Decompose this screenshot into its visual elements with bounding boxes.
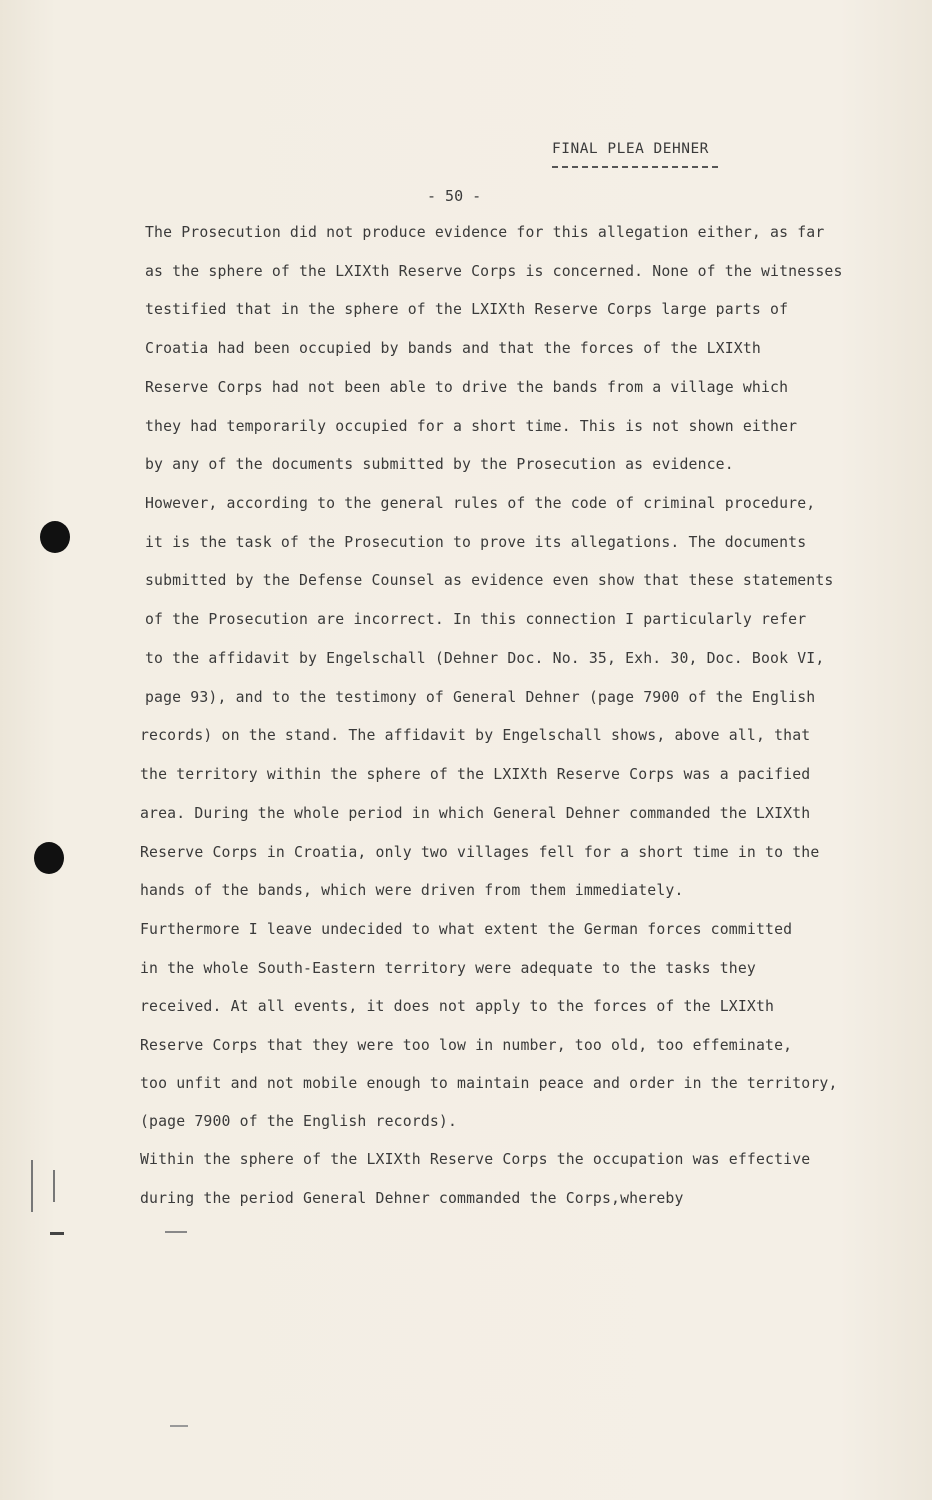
text-line: Reserve Corps had not been able to drive the bands from a village which	[145, 379, 789, 396]
text-line: to the affidavit by Engelschall (Dehner Doc. No. 35, Exh. 30, Doc. Book VI,	[145, 650, 825, 667]
text-line: Within the sphere of the LXIXth Reserve Corps the occupation was effective	[140, 1151, 811, 1168]
text-line: area. During the whole period in which General Dehner commanded the LXIXth	[140, 805, 811, 822]
text-line: during the period General Dehner commanded the Corps,whereby	[140, 1190, 684, 1207]
text-line: Croatia had been occupied by bands and that the forces of the LXIXth	[145, 340, 761, 357]
margin-mark	[165, 1231, 187, 1233]
text-line: in the whole South-Eastern territory were adequate to the tasks they	[140, 960, 756, 977]
text-line: records) on the stand. The affidavit by Engelschall shows, above all, that	[140, 727, 811, 744]
text-line: it is the task of the Prosecution to prove its allegations. The documents	[145, 534, 807, 551]
margin-mark	[53, 1170, 55, 1202]
text-line: Reserve Corps that they were too low in number, too old, too effeminate,	[140, 1037, 793, 1054]
text-line: The Prosecution did not produce evidence for this allegation either, as far	[145, 224, 825, 241]
text-line: submitted by the Defense Counsel as evidence even show that these statements	[145, 572, 834, 589]
text-line: received. At all events, it does not apply to the forces of the LXIXth	[140, 998, 775, 1015]
text-line: Furthermore I leave undecided to what extent the German forces committed	[140, 921, 793, 938]
page-number: - 50 -	[427, 187, 482, 205]
text-line: as the sphere of the LXIXth Reserve Corps is concerned. None of the witnesses	[145, 263, 843, 280]
text-line: too unfit and not mobile enough to maintain peace and order in the territory,	[140, 1075, 838, 1092]
text-line: hands of the bands, which were driven from them immediately.	[140, 882, 684, 899]
text-line: Reserve Corps in Croatia, only two villages fell for a short time in to the	[140, 844, 820, 861]
text-line: by any of the documents submitted by the Prosecution as evidence.	[145, 456, 734, 473]
text-line: page 93), and to the testimony of General Dehner (page 7900 of the English	[145, 689, 816, 706]
punch-hole	[40, 521, 70, 553]
margin-mark	[50, 1232, 64, 1235]
header-underline	[552, 166, 718, 168]
text-line: they had temporarily occupied for a short time. This is not shown either	[145, 418, 798, 435]
text-line: testified that in the sphere of the LXIXth Reserve Corps large parts of	[145, 301, 789, 318]
text-line: However, according to the general rules of the code of criminal procedure,	[145, 495, 816, 512]
document-header-title: FINAL PLEA DEHNER	[552, 141, 709, 157]
text-line: the territory within the sphere of the LXIXth Reserve Corps was a pacified	[140, 766, 811, 783]
punch-hole	[34, 842, 64, 874]
text-line: of the Prosecution are incorrect. In this connection I particularly refer	[145, 611, 807, 628]
margin-mark	[170, 1425, 188, 1427]
text-line: (page 7900 of the English records).	[140, 1113, 458, 1130]
margin-mark	[31, 1160, 33, 1212]
